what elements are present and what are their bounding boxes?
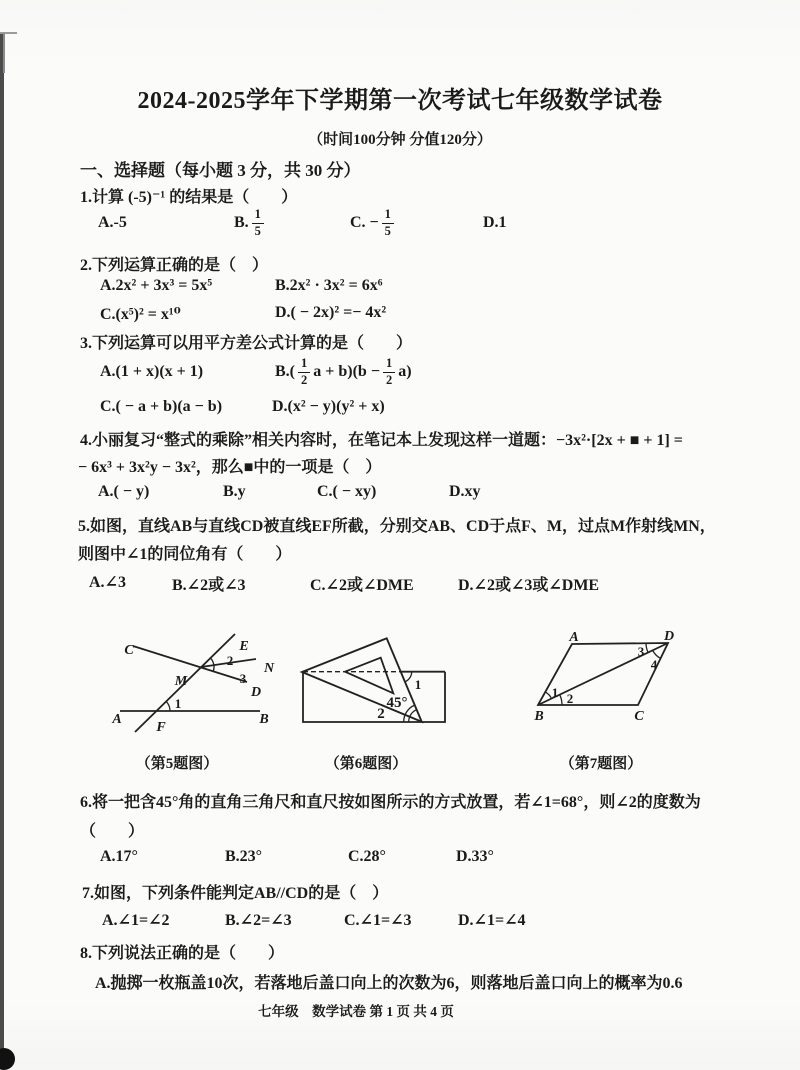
q3-option-d: D.(x² − y)(y² + x) (272, 398, 385, 415)
ruler-rectangle (303, 672, 445, 722)
q6-text-line1: 6.将一把含45°角的直角三角尺和直尺按如图所示的方式放置，若∠1=68°，则∠2的度数为 (80, 794, 701, 811)
label-C: C (634, 709, 644, 724)
section-heading: 一、选择题（每小题 3 分，共 30 分） (80, 161, 361, 180)
fraction: $\frac{1}{2}$ (298, 357, 310, 386)
q4-option-a: A.( − y) (98, 483, 150, 500)
q5-text-line2: 则图中∠1的同位角有（ ） (78, 546, 292, 563)
exam-meta: （时间100分钟 分值120分） (308, 132, 492, 148)
q5-options (0, 572, 800, 606)
angle-45: 45° (386, 695, 408, 711)
q1-option-d: D.1 (483, 214, 507, 231)
q1-text: 1.计算 (-5)⁻¹ 的结果是（ ） (80, 189, 298, 206)
q6-option-a: A.17° (100, 848, 138, 865)
angle-1: 1 (174, 696, 182, 711)
label-A: A (569, 630, 579, 645)
q3-option-b: B.( $\frac{1}{2}$ a + b)(b − $\frac{1}{2}$ a) (275, 356, 412, 387)
fraction: $\frac{1}{5}$ (382, 208, 394, 237)
q8-option-a: A.抛掷一枚瓶盖10次，若落地后盖口向上的次数为6，则落地后盖口向上的概率为0.6 (95, 975, 683, 992)
q4-text-line2: − 6x³ + 3x²y − 3x²，那么■中的一项是（ ） (78, 459, 382, 476)
q7-option-b: B.∠2=∠3 (225, 912, 292, 929)
q6-text-line2: （ ） (80, 823, 145, 840)
angle-arc-3 (646, 643, 648, 652)
angle-arc-2 (560, 695, 562, 705)
q3-text: 3.下列运算可以用平方差公式计算的是（ ） (80, 335, 413, 352)
angle-3: 3 (239, 671, 247, 686)
q5-option-d: D.∠2或∠3或∠DME (458, 577, 600, 594)
label-B: B (259, 712, 269, 727)
q4-options (0, 483, 800, 517)
angle-3: 3 (637, 644, 645, 659)
q5-option-c: C.∠2或∠DME (310, 577, 414, 594)
angle-arc-1 (405, 672, 412, 682)
label-A: A (112, 712, 122, 727)
q5-option-a: A.∠3 (89, 574, 126, 591)
figure-q7 (528, 630, 678, 722)
label-D: D (663, 629, 675, 644)
angle-arc-F (166, 701, 170, 711)
q3-options-row1 (0, 355, 800, 389)
caption-fig7: （第7题图） (559, 756, 643, 772)
angle-2: 2 (566, 691, 574, 706)
q6-options (0, 848, 800, 882)
scan-bottom-smudge (0, 1048, 15, 1070)
label-M: M (174, 674, 188, 689)
q1-options (0, 206, 800, 240)
q1-option-a: A.-5 (98, 214, 127, 231)
label-E: E (239, 639, 249, 654)
fraction: $\frac{1}{5}$ (252, 208, 264, 237)
figure-q5 (100, 630, 275, 734)
page-title: 2024-2025学年下学期第一次考试七年级数学试卷 (137, 88, 663, 114)
page-footer: 七年级 数学试卷 第 1 页 共 4 页 (258, 1004, 454, 1019)
q1-option-b: B. $\frac{1}{5}$ (234, 206, 267, 240)
label-C: C (124, 643, 134, 658)
figure-q6 (298, 634, 448, 729)
caption-fig5: （第5题图） (135, 756, 219, 772)
q7-option-c: C.∠1=∠3 (344, 912, 412, 929)
q3-option-c: C.( − a + b)(a − b) (100, 398, 223, 415)
angle-arc-1 (545, 692, 551, 699)
q4-option-d: D.xy (449, 483, 481, 500)
q5-text-line1: 5.如图，直线AB与直线CD被直线EF所截，分别交AB、CD于点F、M，过点M作射线MN， (78, 518, 716, 535)
label-B: B (534, 709, 544, 724)
q6-option-b: B.23° (225, 848, 263, 865)
q2-option-d: D.( − 2x)² =− 4x² (275, 304, 387, 321)
q2-option-b: B.2x² · 3x² = 6x⁶ (275, 277, 383, 294)
q7-text: 7.如图，下列条件能判定AB//CD的是（ ） (82, 885, 389, 902)
caption-fig6: （第6题图） (324, 756, 408, 772)
q2-option-a: A.2x² + 3x³ = 5x⁵ (100, 277, 213, 294)
q2-option-c: C.(x⁵)² = x¹⁰ (100, 306, 181, 323)
angle-4: 4 (650, 657, 658, 672)
q1-option-c: C. − $\frac{1}{5}$ (350, 206, 397, 240)
q6-option-d: D.33° (456, 848, 494, 865)
angle-1: 1 (551, 685, 559, 700)
set-square-inner (345, 658, 393, 694)
q4-option-c: C.( − xy) (317, 483, 377, 500)
scan-corner-mark-vertical (3, 33, 5, 73)
angle-2: 2 (377, 706, 385, 722)
label-F: F (156, 720, 166, 735)
q8-text: 8.下列说法正确的是（ ） (80, 945, 285, 962)
q3-option-a: A.(1 + x)(x + 1) (100, 363, 204, 380)
q7-option-d: D.∠1=∠4 (458, 912, 526, 929)
label-D: D (250, 685, 262, 700)
q4-text-line1: 4.小丽复习“整式的乘除”相关内容时，在笔记本上发现这样一道题：−3x²·[2x + ■ + 1] = (80, 432, 683, 449)
q5-option-b: B.∠2或∠3 (172, 577, 246, 594)
q6-option-c: C.28° (348, 848, 386, 865)
q4-option-b: B.y (223, 483, 246, 500)
angle-1: 1 (414, 677, 422, 692)
fraction: $\frac{1}{2}$ (383, 357, 395, 386)
label-N: N (263, 661, 275, 676)
angle-2: 2 (226, 653, 234, 668)
q7-options (0, 910, 800, 944)
q2-text: 2.下列运算正确的是（ ） (80, 257, 269, 274)
q7-option-a: A.∠1=∠2 (102, 912, 170, 929)
